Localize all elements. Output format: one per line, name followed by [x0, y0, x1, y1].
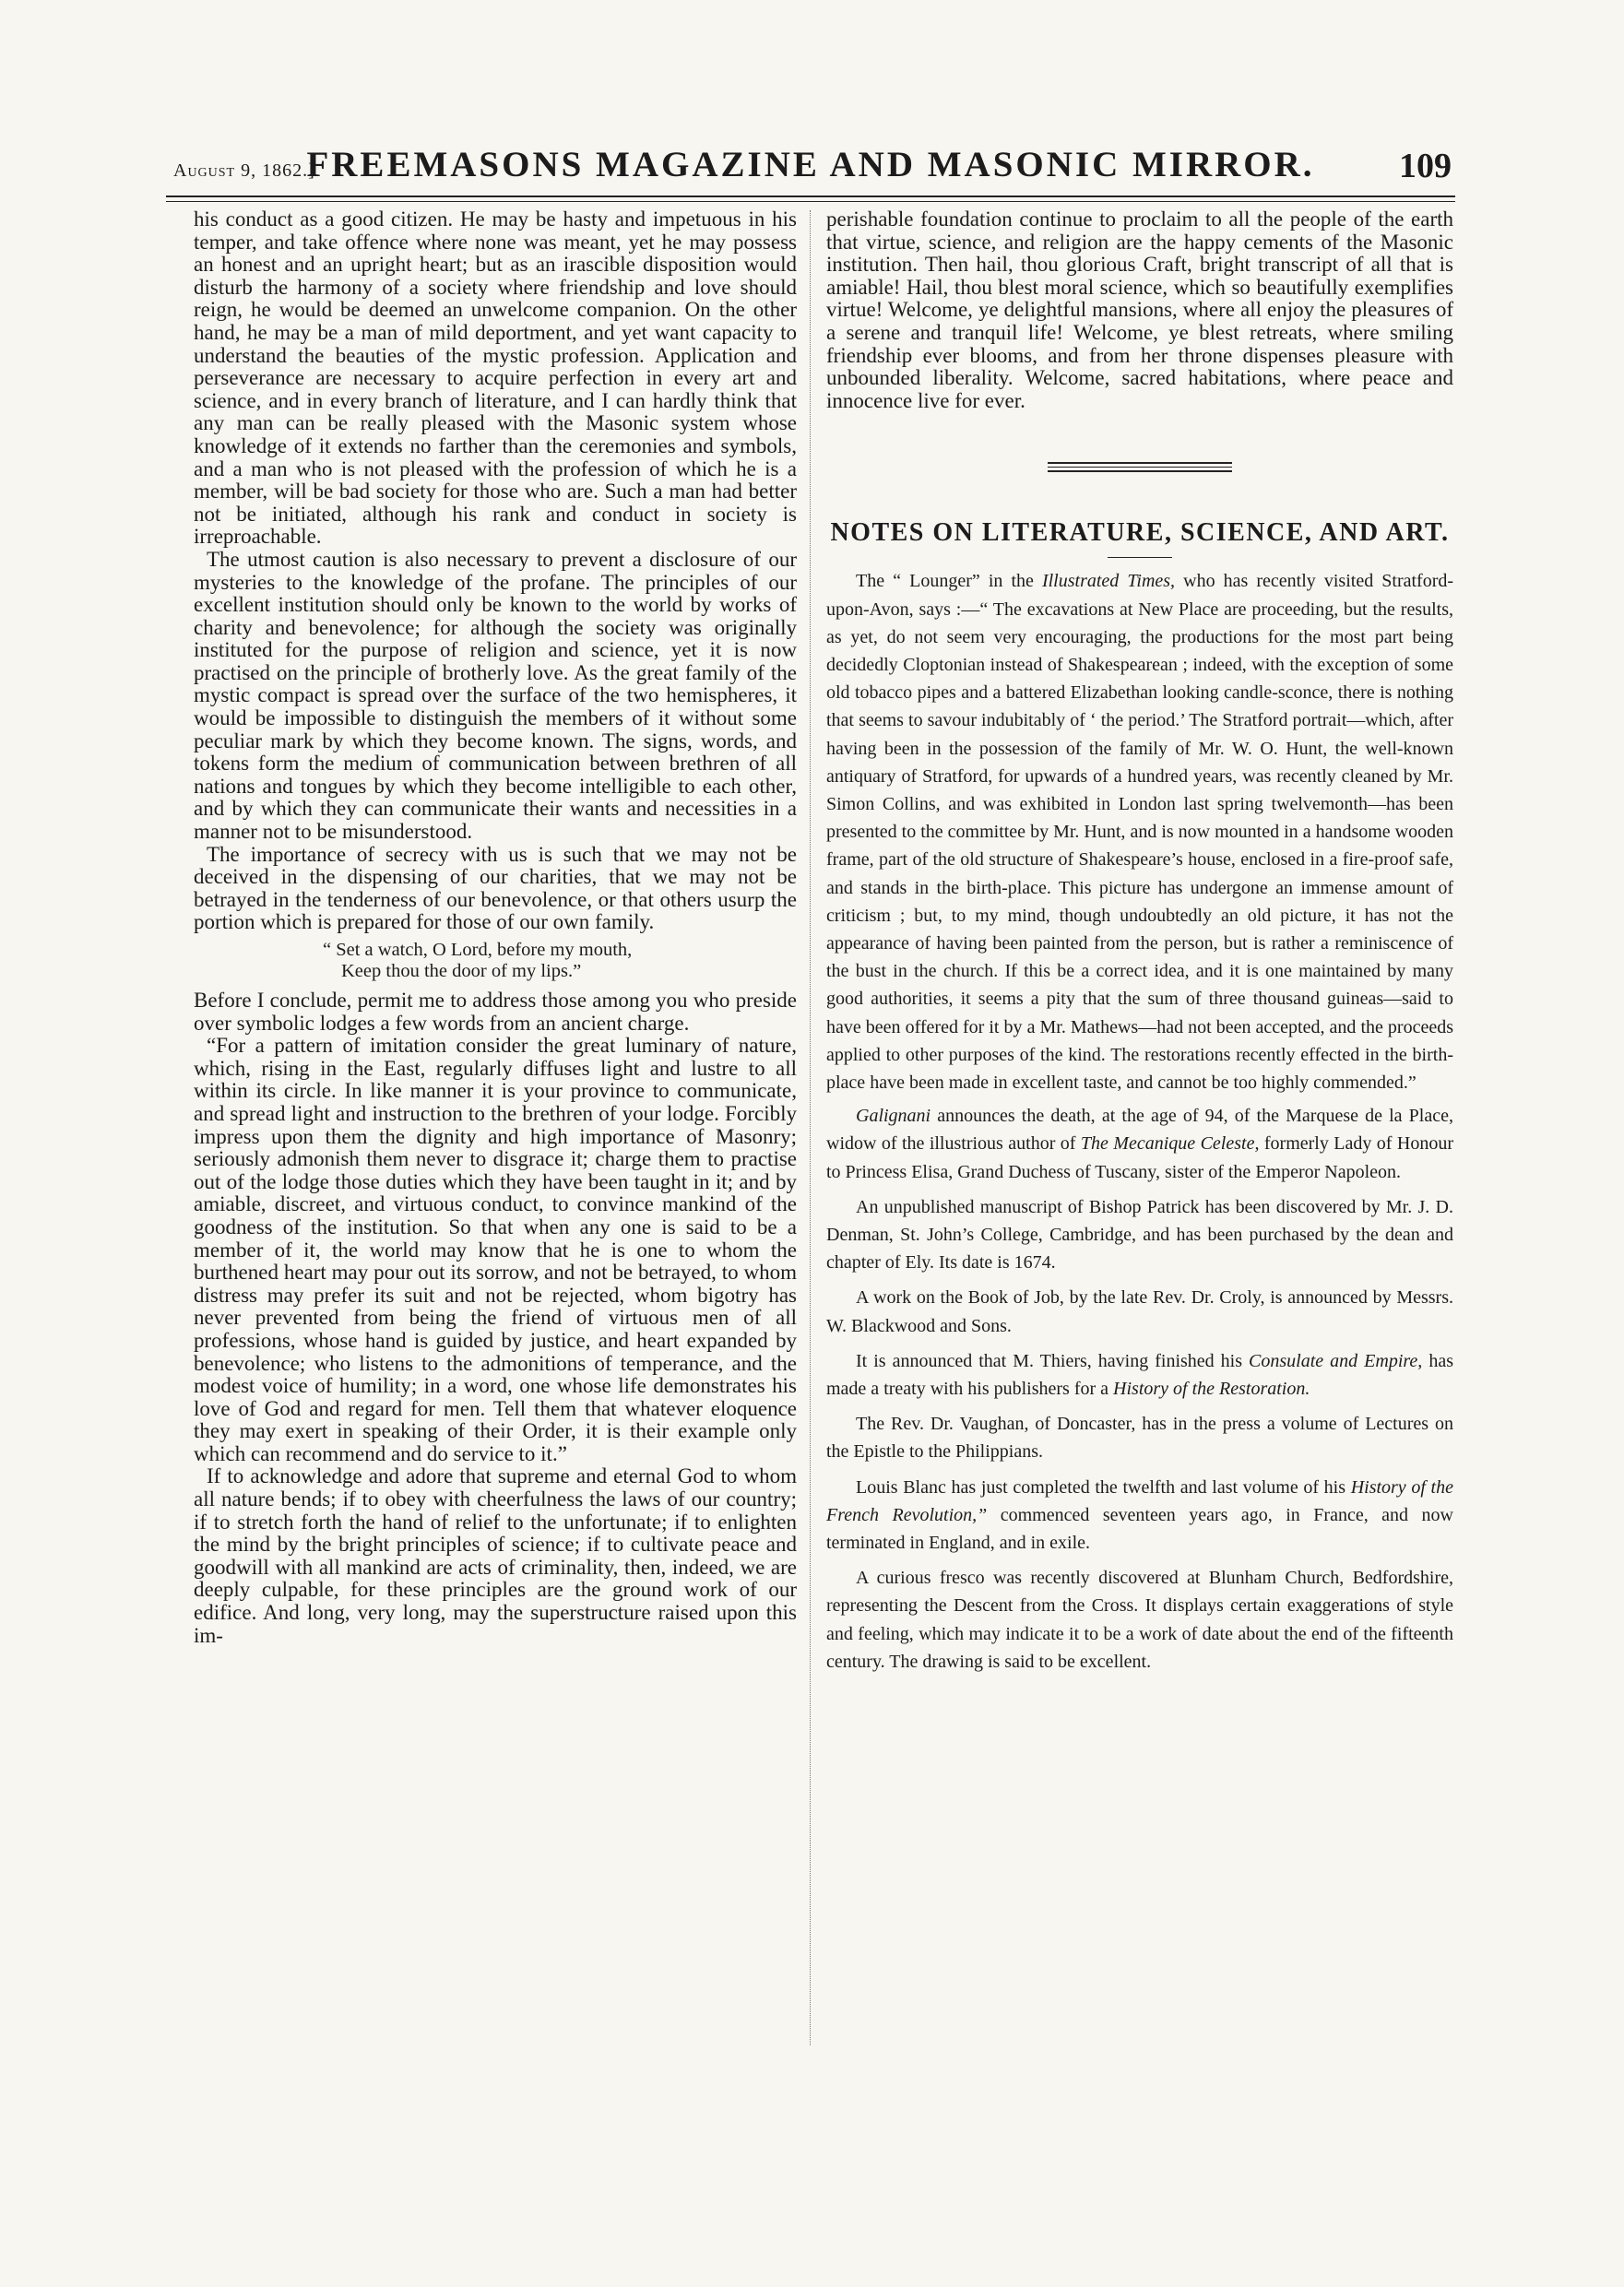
note-paragraph: An unpublished manuscript of Bishop Patrick has been discovered by Mr. J. D. Denman, St. John’s College, Cambridge, and has been purchased by the dean and chapter of Ely. Its date is 1674.: [826, 1196, 1453, 1274]
note-paragraph: It is announced that M. Thiers, having finished his Consulate and Empire, has made a treaty with his publishers for a History of the Restoration.: [826, 1350, 1453, 1400]
paragraph: perishable foundation continue to proclaim to all the people of the earth that virtue, science, and religion are the happy cements of the Masonic institution. Then hail, thou glorious Craft, bright transcript of all that is amiable! Hail, thou blest moral science, which so beautifully exemplifies virtue! Welcome, ye delightful mansions, where all enjoy the pleasures of a serene and tranquil life! Welcome, ye blest retreats, where smiling friendship ever blooms, and from her throne dispenses pleasure with unbounded liberality. Welcome, sacred habitations, where peace and innocence live for ever.: [826, 207, 1453, 412]
column-divider: [810, 210, 811, 2045]
page-header: [166, 131, 1455, 186]
notes-section: [826, 567, 1453, 1676]
left-column: [194, 208, 797, 1647]
decorative-rule: [1048, 462, 1232, 472]
paragraph: “For a pattern of imitation consider the great luminary of nature, which, rising in the East, regularly diffuses light and lustre to all within its circle. In like manner it is your province to communicate, and spread light and instruction to the brethren of your lodge. Forcibly impress upon them the dignity and high importance of Masonry; seriously admonish them never to disgrace it; charge them to practise out of the lodge those duties which they have been taught in it; and by amiable, discreet, and virtuous conduct, to convince mankind of the goodness of the institution. So that when any one is said to be a member of it, the world may know that he is one to whom the burthened heart may pour out its sorrow, and not be betrayed, to whom distress may prefer its suit and not be rejected, whom bigotry has never prevented from being the friend of virtuous men of all professions, whose hand is guided by justice, and heart expanded by benevolence; who listens to the admonitions of temperance, and the modest voice of humility; in a word, one whose life demonstrates his love of God and regard for men. Tell them that whatever eloquence they may exert in speaking of their Order, it is their example only which can recommend and do service to it.”: [194, 1034, 797, 1465]
heading-rule: [1108, 557, 1172, 558]
paragraph: If to acknowledge and adore that supreme and eternal God to whom all nature bends; if to obey with cheerfulness the laws of our country; if to stretch forth the hand of relief to the unfortunate; if to enlighten the mind by the bright principles of science; if to cultivate peace and goodwill with all mankind are acts of criminality, then, indeed, we are deeply culpable, for these principles are the ground work of our edifice. And long, very long, may the superstructure raised upon this im-: [194, 1464, 797, 1647]
quoted-verse: [194, 940, 797, 982]
right-column: [826, 208, 1453, 1683]
verse-line: “ Set a watch, O Lord, before my mouth,: [323, 940, 633, 960]
note-paragraph: A curious fresco was recently discovered at Blunham Church, Bedfordshire, representing the Descent from the Cross. It displays certain exaggerations of style and feeling, which may indicate it to be a work of date about the end of the fifteenth century. The drawing is said to be excellent.: [826, 1568, 1453, 1672]
verse-line: Keep thou the door of my lips.”: [341, 961, 582, 981]
section-heading: NOTES ON LITERATURE, SCIENCE, AND ART.: [830, 518, 1450, 548]
note-paragraph: Louis Blanc has just completed the twelfth and last volume of his History of the French Revolution,” commenced seventeen years ago, in France, and now terminated in England, and in exile.: [826, 1476, 1453, 1554]
issue-date: August 9, 1862.]: [173, 160, 315, 181]
paragraph: The importance of secrecy with us is such that we may not be deceived in the dispensing of our charities, that we may not be betrayed in the tenderness of our benevolence, or that others usurp the portion which is prepared for those of our own family.: [194, 842, 797, 934]
header-rule-thick: [166, 196, 1455, 197]
note-paragraph: Galignani announces the death, at the age of 94, of the Marquese de la Place, widow of the illustrious author of The Mecanique Celeste, formerly Lady of Honour to Princess Elisa, Grand Duchess of Tuscany, sister of the Emperor Napoleon.: [826, 1106, 1453, 1182]
paragraph: The utmost caution is also necessary to prevent a disclosure of our mysteries to the knowledge of the profane. The principles of our excellent institution should only be known to the world by works of charity and benevolence; for although the society was originally instituted for the purpose of religion and science, yet it is now practised on the principle of brotherly love. As the great family of the mystic compact is spread over the surface of the two hemispheres, it would be impossible to distinguish the members of it without some peculiar mark by which they become known. The signs, words, and tokens form the medium of communication between brethren of all nations and tongues by which they become intelligible to each other, and by which they can communicate their wants and necessities in a manner not to be misunderstood.: [194, 547, 797, 844]
paragraph: his conduct as a good citizen. He may be hasty and impetuous in his temper, and take offence where none was meant, yet he may possess an honest and an upright heart; but as an irascible disposition would disturb the harmony of a society where friendship and love should reign, he would be deemed an unwelcome companion. On the other hand, he may be a man of mild deportment, and yet want capacity to understand the beauties of the mystic profession. Application and perseverance are necessary to acquire perfection in every art and science, and in every branch of literature, and I can hardly think that any man can be really pleased with the Masonic system whose knowledge of it extends no farther than the ceremonies and symbols, and a man who is not pleased with the profession of which he is a member, will be bad society for those who are. Such a man had better not be initiated, although his rank and conduct in society is irreproachable.: [194, 207, 797, 549]
paragraph: Before I conclude, permit me to address those among you who preside over symbolic lodges a few words from an ancient charge.: [194, 989, 797, 1035]
note-paragraph: A work on the Book of Job, by the late Rev. Dr. Croly, is announced by Messrs. W. Blackwood and Sons.: [826, 1287, 1453, 1336]
masthead-title: FREEMASONS MAGAZINE AND MASONIC MIRROR.: [306, 145, 1315, 184]
header-rule-thin: [166, 201, 1455, 202]
note-paragraph: The “ Lounger” in the Illustrated Times, who has recently visited Stratford-upon-Avon, says :—“ The excavations at New Place are proceeding, but the results, as yet, do not seem very encouraging, the productions for the most part being decidedly Cloptonian instead of Shakespearean ; indeed, with the exception of some old tobacco pipes and a battered Elizabethan looking candle-sconce, there is nothing that seems to savour indubitably of ‘ the period.’ The Stratford portrait—which, after having been in the possession of the family of Mr. W. O. Hunt, the well-known antiquary of Stratford, for upwards of a hundred years, was recently cleaned by Mr. Simon Collins, and was exhibited in London last spring twelvemonth—has been presented to the committee by Mr. Hunt, and is now mounted in a handsome wooden frame, part of the old structure of Shakespeare’s house, enclosed in a fire-proof safe, and stands in the birth-place. This picture has undergone an immense amount of criticism ; but, to my mind, though undoubtedly an old picture, it has not the appearance of having been painted from the person, but is rather a reminiscence of the bust in the church. If this be a correct idea, and it is one maintained by many good authorities, it seems a pity that the sum of three thousand guineas—said to have been offered for it by a Mr. Mathews—had not been accepted, and the proceeds applied to other purposes of the kind. The restorations recently effected in the birth-place have been made in excellent taste, and cannot be too highly commended.”: [826, 571, 1454, 1093]
page-number: 109: [1399, 147, 1452, 185]
note-paragraph: The Rev. Dr. Vaughan, of Doncaster, has in the press a volume of Lectures on the Epistle to the Philippians.: [826, 1414, 1453, 1463]
